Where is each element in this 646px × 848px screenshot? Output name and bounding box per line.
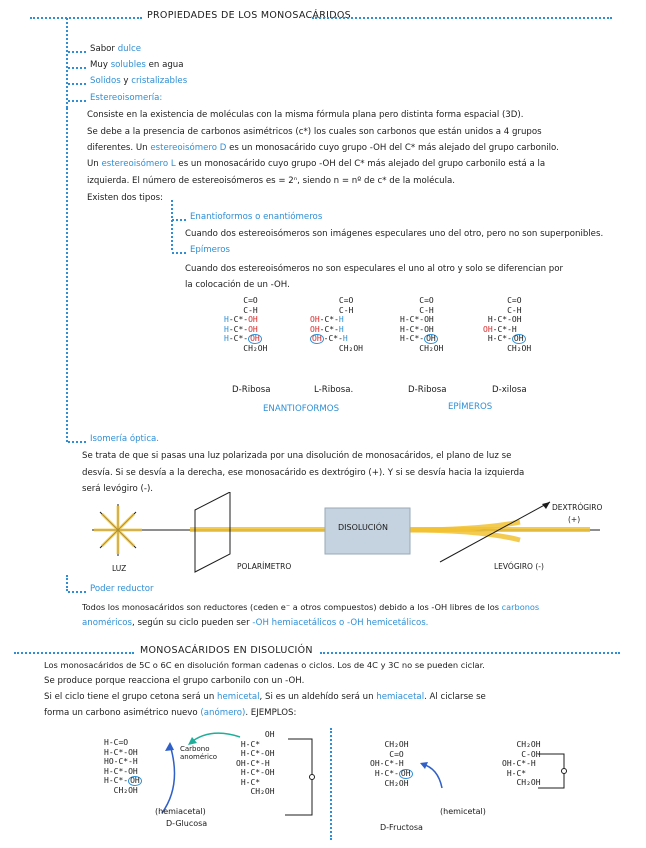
label-d-fructosa: D-Fructosa xyxy=(380,823,423,832)
molecule-l-ribosa: C=O C-H OH-C*-H OH-C*-H OH -C*-H CH₂OH xyxy=(310,296,363,353)
disol-line-2: Se produce porque reacciona el grupo carbonilo con un -OH. xyxy=(44,676,305,686)
molecule-d-xilosa: C=O C-H H-C*-OH OH-C*-H H-C*- OH CH₂OH xyxy=(483,296,532,353)
stereo-line-6: Existen dos tipos: xyxy=(87,193,163,203)
optica-line-3: será levógiro (-). xyxy=(82,484,154,494)
type-epimeros-desc-2: la colocación de un -OH. xyxy=(185,280,290,290)
prop-estereoisomeria: Estereoisomería: xyxy=(90,93,163,103)
label-d-glucosa: D-Glucosa xyxy=(166,819,208,828)
label-d-ribosa: D-Ribosa xyxy=(232,385,271,395)
type-enantioformos: Enantioformos o enantiómeros xyxy=(190,212,323,222)
label-polarimetro: POLARÍMETRO xyxy=(237,562,292,571)
label-hemicetal: (hemicetal) xyxy=(440,807,486,816)
glucosa-arrows xyxy=(100,725,330,830)
optica-vertical-dots xyxy=(66,108,68,442)
type-epimeros-desc-1: Cuando dos estereoisómeros no son especulares el uno al otro y solo se diferencian por xyxy=(185,264,564,274)
label-d-xilosa: D-xilosa xyxy=(492,385,527,395)
type-epimeros: Epímeros xyxy=(190,245,231,255)
optica-line-2: desvía. Si se desvía a la derecha, ese monosacárido es dextrógiro (+). Y si se desvía hacia la izquierda xyxy=(82,468,525,478)
molecule-fructosa-open: CH₂OH C=O OH-C*-H H-C*- OH CH₂OH xyxy=(370,740,411,788)
molecule-glucosa-ring: OH H-C* H-C*-OH OH-C*-H H-C*-OH H-C* CH₂OH xyxy=(236,730,275,796)
optica-heading: Isomería óptica. xyxy=(90,434,160,444)
bullet-dots xyxy=(68,67,86,69)
stereo-line-1: Consiste en la existencia de moléculas con la misma fórmula plana pero distinta forma espacial (3D). xyxy=(87,110,524,120)
disol-line-4: forma un carbono asimétrico nuevo (anómero). EJEMPLOS: xyxy=(44,708,297,718)
label-disolucion-box: DISOLUCIÓN xyxy=(338,523,389,532)
label-epimeros: EPÍMEROS xyxy=(448,402,493,412)
reductor-vertical-dots xyxy=(66,575,68,591)
prop-solubles: Muy solubles en agua xyxy=(90,60,184,70)
optica-line-1: Se trata de que si pasas una luz polarizada por una disolución de monosacáridos, el plano de luz se xyxy=(82,451,512,461)
prop-solidos: Solidos y cristalizables xyxy=(90,76,188,86)
stereo-line-2: Se debe a la presencia de carbonos asimétricos (c*) los cuales son carbonos que están unidos a 4 grupos xyxy=(87,127,542,137)
bullet-dots xyxy=(172,219,186,221)
page-title: PROPIEDADES DE LOS MONOSACÁRIDOS xyxy=(147,10,351,21)
reductor-line-2: anoméricos, según su ciclo pueden ser -OH hemiacetálicos o -OH hemicetálicos. xyxy=(82,618,429,628)
label-l-ribosa: L-Ribosa. xyxy=(314,385,354,395)
prop-sabor: Sabor dulce xyxy=(90,44,142,54)
title-dots-right xyxy=(312,17,612,19)
label-enantioformos: ENANTIOFORMOS xyxy=(263,404,340,414)
title-vertical-dots xyxy=(66,18,68,108)
disol-line-1: Los monosacáridos de 5C o 6C en disolución forman cadenas o ciclos. Los de 4C y 3C no se pueden ciclar. xyxy=(44,660,485,670)
title-dots-left xyxy=(30,17,142,19)
bullet-dots xyxy=(68,591,86,593)
reductor-line-1: Todos los monosacáridos son reductores (ceden e⁻ a otros compuestos) debido a los -OH libres de los carbonos xyxy=(82,602,540,612)
molecule-d-ribosa: C=O C-H H-C*-OH H-C*-OH H-C*- OH CH₂OH xyxy=(224,296,268,353)
stereo-line-4: Un estereoisómero L es un monosacárido cuyo grupo -OH del C* más alejado del grupo carbonilo está a la xyxy=(87,159,546,169)
disol-divider xyxy=(330,728,332,840)
molecule-fructosa-ring: CH₂OH C-OH OH-C*-H H-C* CH₂OH xyxy=(502,740,541,787)
molecule-glucosa-open: H-C=O H-C*-OH HO-C*-H H-C*-OH H-C*- OH CH₂OH xyxy=(104,738,140,795)
bullet-dots xyxy=(68,83,86,85)
stereo-line-3: diferentes. Un estereoisómero D es un monosacárido cuyo grupo -OH del C* más alejado del grupo carbonilo. xyxy=(87,143,559,153)
bullet-dots xyxy=(68,51,86,53)
label-hemiacetal: (hemiacetal) xyxy=(155,807,206,816)
molecule-d-ribosa-2: C=O C-H H-C*-OH H-C*-OH H-C*- OH CH₂OH xyxy=(400,296,444,353)
label-dextrogiro-sign: (+) xyxy=(568,515,581,524)
label-dextrogiro: DEXTRÓGIRO xyxy=(552,503,603,512)
type-enantioformos-desc: Cuando dos estereoisómeros son imágenes especulares uno del otro, pero no son superponibles. xyxy=(185,229,604,239)
stereo-line-5: izquierda. El número de estereoisómeros es = 2ⁿ, siendo n = nº de c* de la molécula. xyxy=(87,176,455,186)
label-carbono-anomerico: Carbono anomérico xyxy=(180,745,218,761)
label-d-ribosa-2: D-Ribosa xyxy=(408,385,447,395)
disol-title-dots-left xyxy=(14,652,134,654)
bullet-dots xyxy=(68,441,86,443)
bullet-dots xyxy=(172,252,186,254)
reductor-heading: Poder reductor xyxy=(90,584,154,594)
bullet-dots xyxy=(68,100,86,102)
disol-title-dots-right xyxy=(320,652,620,654)
label-luz: LUZ xyxy=(112,564,127,573)
disolucion-title: MONOSACÁRIDOS EN DISOLUCIÓN xyxy=(140,645,313,656)
label-levogiro: LEVÓGIRO (-) xyxy=(494,562,544,571)
disol-line-3: Si el ciclo tiene el grupo cetona será un hemicetal, Si es un aldehído será un hemiacetal. Al ciclarse se xyxy=(44,692,486,702)
types-vertical-dots xyxy=(171,200,173,250)
